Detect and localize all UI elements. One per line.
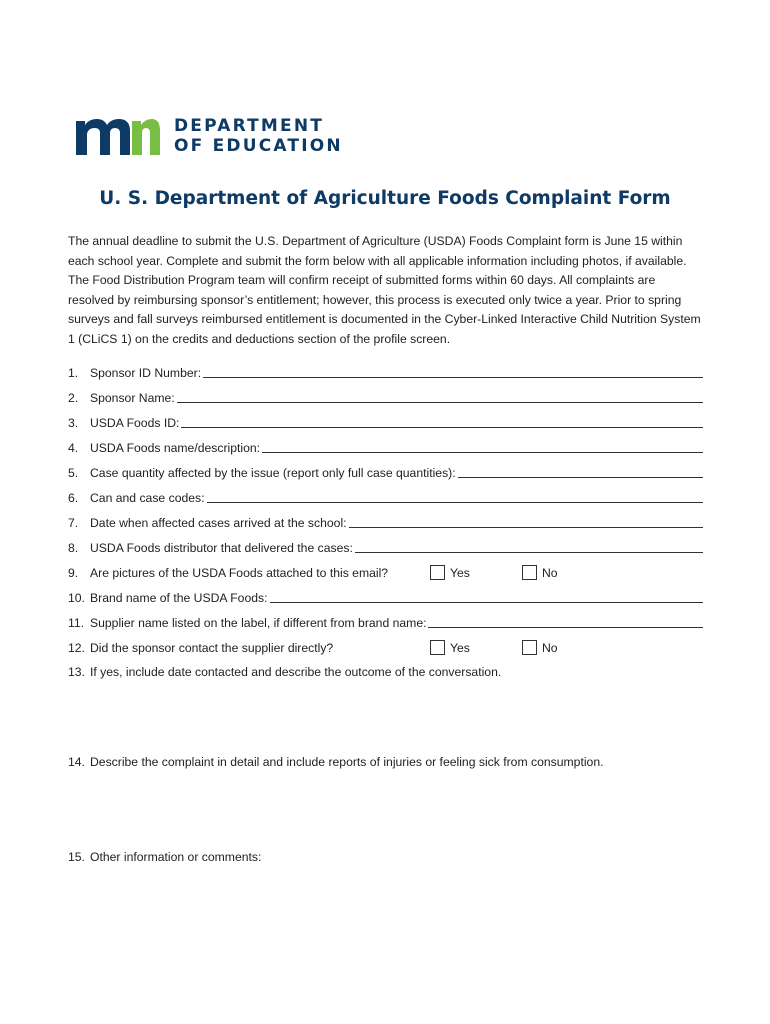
question-6 [68,485,703,510]
question-number: 3. [68,415,79,430]
contact-no-checkbox[interactable] [522,640,537,655]
question-13[interactable] [68,660,703,755]
logo-wordmark [174,116,343,156]
question-label: Brand name of the USDA Foods: [90,590,268,605]
can-case-codes-field[interactable] [207,502,703,503]
question-number: 12. [68,640,85,655]
logo-line-education: OF EDUCATION [174,136,343,156]
question-label: Describe the complaint in detail and include reports of injuries or feeling sick from consumption. [90,755,604,769]
question-1 [68,360,703,385]
question-number: 11. [68,615,85,630]
question-number: 10. [68,590,85,605]
sponsor-name-field[interactable] [177,402,703,403]
question-number: 4. [68,440,79,455]
question-label: Supplier name listed on the label, if different from brand name: [90,615,427,630]
pictures-no-checkbox[interactable] [522,565,537,580]
question-number: 1. [68,365,79,380]
question-list [68,360,703,910]
question-label: USDA Foods name/description: [90,440,261,455]
question-label: Are pictures of the USDA Foods attached to this email? [90,565,389,580]
page-title: U. S. Department of Agriculture Foods Complaint Form [99,188,671,209]
pictures-no-option[interactable] [522,565,614,580]
mn-logo-icon [76,117,160,155]
question-5 [68,460,703,485]
yes-label: Yes [450,565,470,580]
contact-no-option[interactable] [522,640,614,655]
question-11 [68,610,703,635]
question-3 [68,410,703,435]
question-number: 15. [68,850,85,864]
arrival-date-field[interactable] [349,527,703,528]
question-label: Can and case codes: [90,490,205,505]
question-9 [68,560,703,585]
question-number: 9. [68,565,79,580]
sponsor-id-field[interactable] [203,377,703,378]
question-number: 7. [68,515,79,530]
contact-yes-option[interactable] [430,640,522,655]
question-12 [68,635,703,660]
question-15[interactable] [68,850,703,910]
usda-foods-id-field[interactable] [181,427,703,428]
question-label: If yes, include date contacted and describe the outcome of the conversation. [90,665,502,679]
question-label: Sponsor ID Number: [90,365,202,380]
question-number: 8. [68,540,79,555]
no-label: No [542,565,558,580]
question-10 [68,585,703,610]
question-label: Case quantity affected by the issue (report only full case quantities): [90,465,456,480]
question-4 [68,435,703,460]
question-2 [68,385,703,410]
question-14[interactable] [68,755,703,850]
yes-label: Yes [450,640,470,655]
question-number: 2. [68,390,79,405]
contact-yes-checkbox[interactable] [430,640,445,655]
question-number: 14. [68,755,85,769]
pictures-yes-checkbox[interactable] [430,565,445,580]
question-7 [68,510,703,535]
brand-name-field[interactable] [270,602,704,603]
logo-line-department: DEPARTMENT [174,116,325,136]
question-number: 5. [68,465,79,480]
question-8 [68,535,703,560]
question-number: 6. [68,490,79,505]
question-label: Other information or comments: [90,850,262,864]
case-quantity-field[interactable] [458,477,703,478]
question-label: USDA Foods ID: [90,415,180,430]
question-number: 13. [68,665,85,679]
usda-foods-name-field[interactable] [262,452,703,453]
no-label: No [542,640,558,655]
question-label: Did the sponsor contact the supplier directly? [90,640,334,655]
question-label: USDA Foods distributor that delivered the cases: [90,540,353,555]
question-label: Sponsor Name: [90,390,175,405]
distributor-field[interactable] [355,552,703,553]
intro-paragraph: The annual deadline to submit the U.S. Department of Agriculture (USDA) Foods Complaint form is June 15 within each school year. Complete and submit the form below with all applicable information including photos, if available. The Food Distribution Program team will confirm receipt of submitted forms within 60 days. All complaints are resolved by reimbursing sponsor’s entitlement; however, this process is executed only twice a year. Prior to spring surveys and fall surveys reimbursed entitlement is documented in the Cyber-Linked Interactive Child Nutrition System 1 (CLiCS 1) on the credits and deductions section of the profile screen. [68,234,701,346]
supplier-name-field[interactable] [428,627,703,628]
department-logo [76,116,343,156]
question-label: Date when affected cases arrived at the school: [90,515,347,530]
pictures-yes-option[interactable] [430,565,522,580]
